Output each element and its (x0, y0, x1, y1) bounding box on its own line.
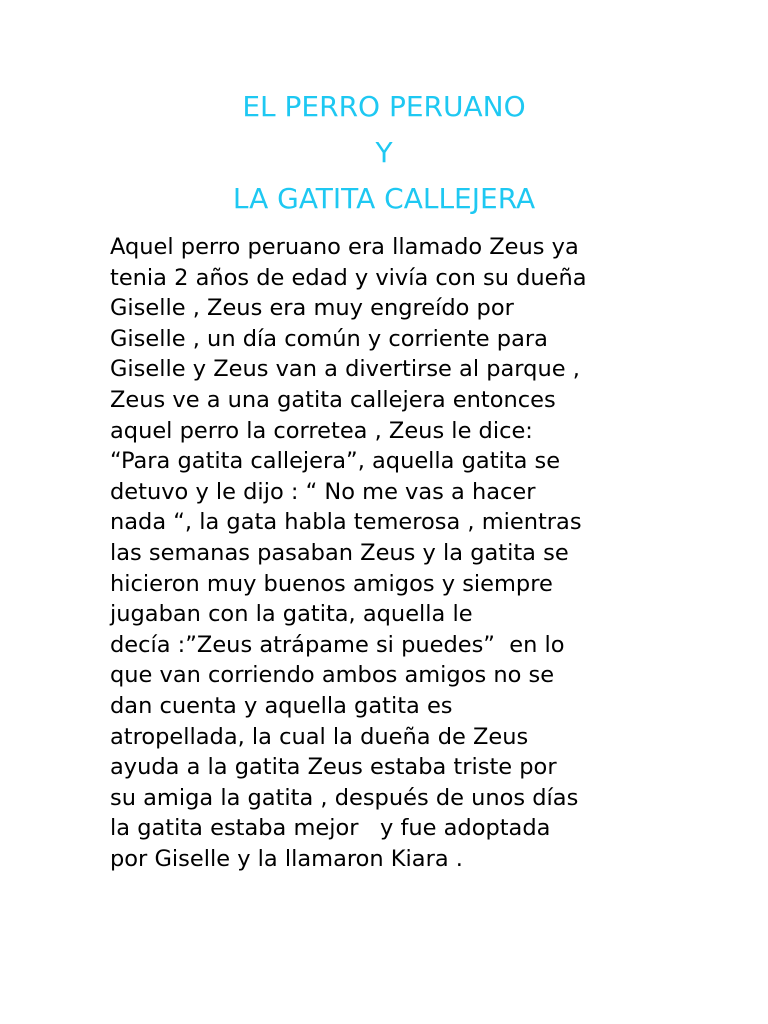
paragraph-line: Aquel perro peruano era llamado Zeus ya (110, 234, 579, 260)
paragraph-line: decía :”Zeus atrápame si puedes” en lo (110, 631, 565, 658)
paragraph-line: la gatita estaba mejor y fue adoptada (110, 815, 551, 842)
paragraph-line: dan cuenta y aquella gatita es (110, 692, 453, 719)
paragraph-line: que van corriendo ambos amigos no se (110, 662, 555, 689)
paragraph-line: Giselle , un día común y corriente para (110, 325, 548, 352)
story-paragraph (110, 232, 670, 874)
paragraph-line: hicieron muy buenos amigos y siempre (110, 570, 553, 597)
title-line-3: LA GATITA CALLEJERA (232, 182, 536, 215)
title-line-2: Y (375, 136, 393, 169)
title-line-1: EL PERRO PERUANO (242, 90, 526, 123)
paragraph-line: aquel perro la corretea , Zeus le dice: (110, 417, 533, 444)
document-title (0, 84, 768, 222)
paragraph-line: ayuda a la gatita Zeus estaba triste por (110, 754, 557, 781)
paragraph-line: jugaban con la gatita, aquella le (110, 601, 473, 628)
paragraph-line: detuvo y le dijo : “ No me vas a hacer (110, 478, 536, 505)
paragraph-line: las semanas pasaban Zeus y la gatita se (110, 539, 569, 566)
paragraph-line: Giselle y Zeus van a divertirse al parque , (110, 356, 580, 383)
paragraph-line: tenia 2 años de edad y vivía con su dueña (110, 264, 587, 291)
paragraph-line: “Para gatita callejera”, aquella gatita se (110, 448, 561, 475)
paragraph-line: por Giselle y la llamaron Kiara . (110, 845, 463, 872)
paragraph-line: Giselle , Zeus era muy engreído por (110, 295, 514, 322)
paragraph-line: nada “, la gata habla temerosa , mientras (110, 509, 582, 536)
paragraph-line: Zeus ve a una gatita callejera entonces (110, 386, 556, 413)
paragraph-line: atropellada, la cual la dueña de Zeus (110, 723, 529, 750)
paragraph-line: su amiga la gatita , después de unos días (110, 784, 579, 811)
